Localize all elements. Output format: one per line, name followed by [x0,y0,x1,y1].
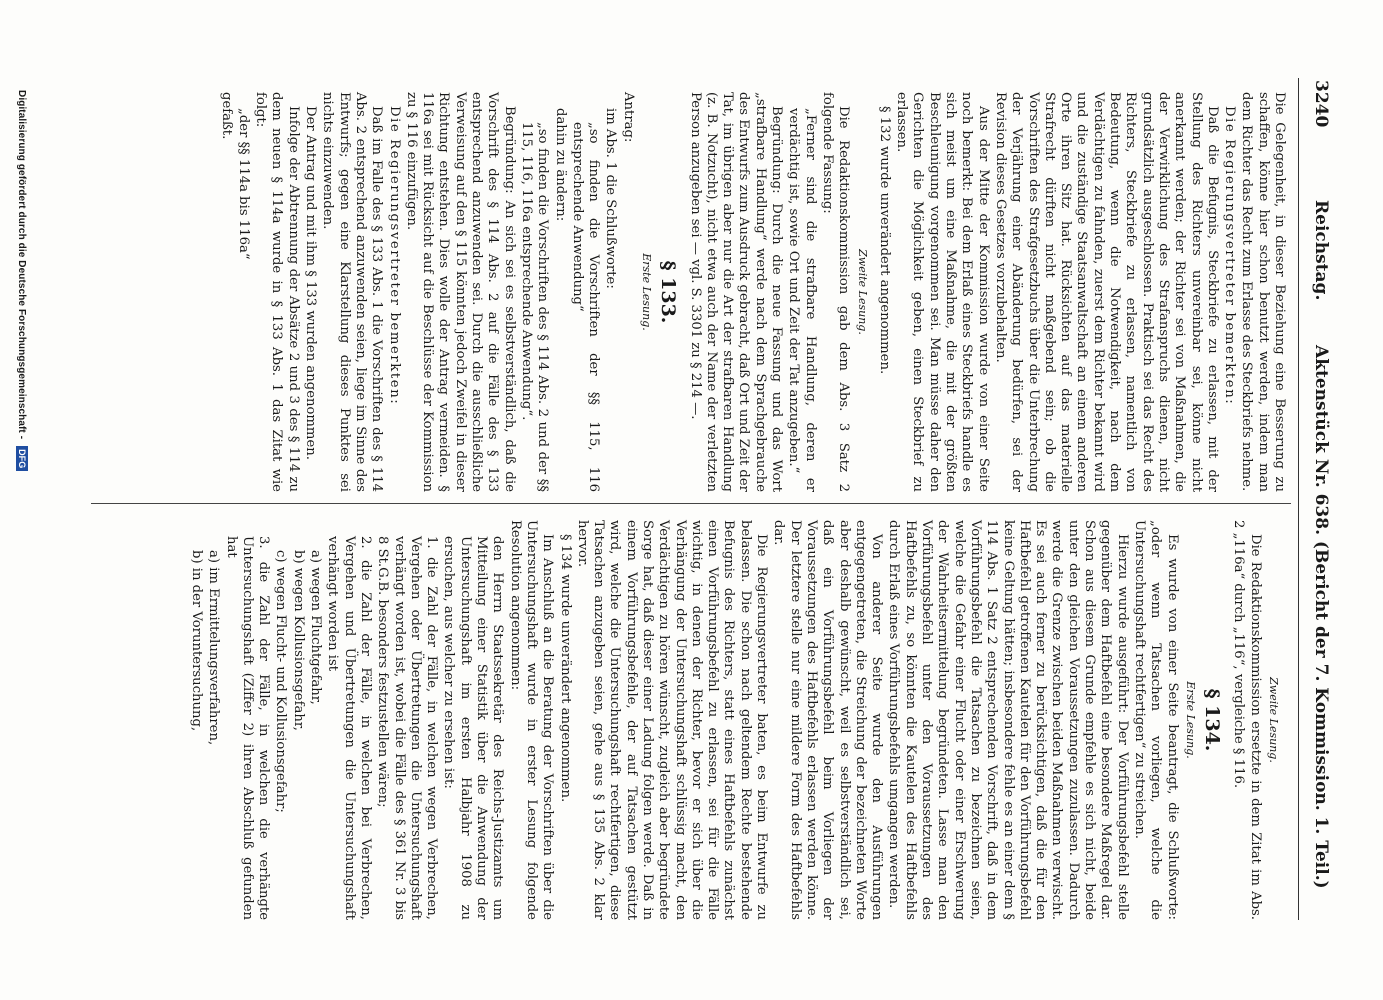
paragraph: Die Regierungsvertreter bemerkten: [386,106,402,406]
list-item: 3. die Zahl der Fälle, in welchen die verhängte Untersuchungshaft (Ziffer 2) ihren Abschluß gefunden hat [223,536,272,920]
paragraph: Die Gelegenheit, in dieser Beziehung eine Besserung zu schaffen, könne hier schon benutzt werden, indem man dem Richter das Recht zum Erlasse des Steckbriefs nehme. [1239,92,1287,492]
paragraph: Die Regierungsvertreter baten, es beim Entwurfe zu belassen. Die schon nach geltendem Rechte bestehende Befugnis des Richters, statt eines Haftbefehls zunächst einen Vorführungsbefehl zu erlassen, sei für die Fälle wichtig, in denen der Richter, bevor er sich über die Verhängung der Untersuchungshaft schlüssig macht, den Verdächtigen zu hören wünscht, zugleich aber begründete Sorge hat, daß dieser einer Ladung folgen werde. Daß in einem Vorführungsbefehle, der auf Tatsachen gestützt wird, welche die Untersuchungshaft rechtfertigen, diese Tatsachen anzugeben seien, gehe aus § 135 Abs. 2 klar hervor. [574,520,770,920]
paragraph: Begründung: Durch die neue Fassung und das Wort „strafbare Handlung“ werde nach dem Sprachgebrauche des Entwurfs zum Ausdruck gebracht, daß Ort und Zeit der Tat, im übrigen aber nur die Art der strafbaren Handlung (z. B. Notzucht), nicht etwa auch der Name der verletzten Person anzugeben sei — vgl. S. 3301 zu § 214 —. [687,92,785,492]
paragraph: Hierzu wurde ausgeführt: Der Vorführungsbefehl stelle gegenüber dem Haftbefehl eine besondere Maßregel dar. Schon aus diesem Grunde empfehle es sich nicht, beide unter den gleichen Voraussetzungen zuzulassen. Dadurch werde die Grenze zwischen beiden Maßnahmen verwischt. Es sei auch ferner zu berücksichtigen, daß die für den Haftbefehl getroffenen Kautelen für den Vorführungsbefehl keine Geltung hätten; insbesondere fehle es an einer dem § 114 Abs. 1 Satz 2 entsprechenden Vorschrift, daß in dem Vorführungsbefehl die Tatsachen zu bezeichnen seien, welche die Gefahr einer Flucht oder einer Erschwerung der Wahrheitsermittelung begründeten. Lasse man den Vorführungsbefehl unter den Voraussetzungen des Haftbefehls zu, so könnten die Kautelen des Haftbefehls durch Erlaß eines Vorführungsbefehls umgangen werden. [886,520,1130,920]
header-subtitle: Aktenstück Nr. 638. (Bericht der 7. Kommission. 1. Teil.) [1311,345,1331,889]
section-caption: Zweite Lesung. [1267,677,1280,763]
resolution-text: den Herrn Staatssekretär des Reichs-Justizamts um Mitteilung einer Statistik über die Anwendung der Untersuchungshaft im ersten Halbjahr 1908 zu ersuchen, aus welcher zu ersehen ist: [441,536,506,920]
paragraph: Der Antrag und mit ihm § 133 wurden angenommen. [303,106,319,460]
dfg-logo: DFG [16,446,28,471]
footer-text: Digitalisierung gefördert durch die Deutsche Forschungsgemeinschaft - [16,90,27,440]
paragraph: Die Regierungsvertreter bemerkten: [1222,106,1238,406]
section-caption: Erste Lesung. [1183,681,1197,759]
paragraph: Daß die Befugnis, Steckbriefe zu erlassen, mit der Stellung des Richters unvereinbar sei, könne nicht anerkannt werden; der Richter sei von Maßnahmen, die der Verwirklichung des Strafanspruchs dienen, nicht grundsätzlich ausgeschlossen. Praktisch sei das Recht des Richters, Steckbriefe zu erlassen, namentlich von Bedeutung, wenn die Notwendigkeit, nach dem Verdächtigen zu fahnden, zuerst dem Richter bekannt wird und die zuständige Staatsanwaltschaft an einem anderen Orte ihren Sitz hat. Rücksichten auf das materielle Strafrecht dürften nicht maßgebend sein; ob die Vorschriften des Strafgesetzbuchs über die Unterbrechung der Verjährung einer Abänderung bedürfen, sei der Revision dieses Gesetzes vorzubehalten. [992,92,1220,492]
page-header [1303,80,1331,940]
column-divider [91,503,1291,504]
section-heading: § 133. [657,260,680,324]
paragraph: Infolge der Abtrennung der Absätze 2 und 3 des § 114 zu dem neuen § 114a wurde in § 133 Abs. 1 das Zitat wie folgt: [253,92,301,492]
paragraph: Begründung: An sich sei es selbstverständlich, daß die Vorschrift des § 114 Abs. 2 auf die Fälle des § 133 entsprechend anzuwenden sei. Durch die ausschließliche Verweisung auf den § 115 könnten jedoch Zweifel in dieser Richtung entstehen. Dies wolle der Antrag vermeiden. § 116a sei mit Rücksicht auf die Beschlüsse der Kommission zu § 116 einzufügen. [403,92,517,492]
quoted-text: „der §§ 114a bis 116a“ [235,108,251,260]
paragraph: Es wurde von einer Seite beantragt, die Schlußworte: „oder wenn Tatsachen vorliegen, welche die Untersuchungshaft rechtfertigen“ zu streichen. [1131,520,1180,920]
section-caption: Zweite Lesung. [855,249,869,335]
paragraph: im Abs. 1 die Schlußworte: [603,108,619,289]
list-subitem: a) wegen Fluchtgefahr, [308,550,324,705]
left-column [216,92,1287,492]
paragraph: § 132 wurde unverändert angenommen. [876,106,892,375]
paragraph: Aus der Mitte der Kommission wurde von einer Seite noch bemerkt: Bei dem Erlaß eines Steckbriefs handle es sich meist um eine Maßnahme, die mit der größten Beschleunigung vorgenommen sei. Man müsse daher den Gerichten die Möglichkeit geben, einen Steckbrief zu erlassen. [894,92,991,492]
paragraph: § 134 wurde unverändert angenommen. [557,534,573,803]
quoted-text: „so finden die Vorschriften des § 114 Abs. 2 und der §§ 115, 116, 116a entsprechende Anwendung“. [518,122,551,492]
quoted-text: „so finden die Vorschriften der §§ 115, 116 entsprechende Anwendung“ [569,122,602,492]
section-caption: Erste Lesung. [640,253,654,331]
list-subitem: b) in der Voruntersuchung, [189,550,204,732]
paragraph: Daß im Falle des § 133 Abs. 1 die Vorschriften des § 114 Abs. 2 entsprechend anzuwenden seien, liege im Sinne des Entwurfs; gegen eine Klarstellung dieses Punktes sei nichts einzuwenden. [320,92,385,492]
right-column [187,520,1287,920]
page-number: 3240 [1311,80,1331,128]
list-subitem: c) wegen Flucht- und Kollusionsgefahr; [273,550,289,813]
section-heading: § 134. [1201,688,1224,752]
header-rule [1298,78,1299,920]
paragraph: dahin zu ändern: [552,108,568,222]
paragraph: Von anderer Seite wurde den Ausführungen entgegengetreten, die Streichung der bezeichneten Worte aber deshalb gewünscht, weil es selbstverständlich sei, daß ein Vorführungsbefehl beim Vorliegen der Voraussetzungen des Haftbefehls erlassen werden könne. Der letztere stelle nur eine mildere Form des Haftbefehls dar. [771,520,885,920]
list-subitem: a) im Ermittelungsverfahren, [206,550,222,746]
list-subitem: b) wegen Kollusionsgefahr, [290,550,306,731]
list-item: 1. die Zahl der Fälle, in welchen wegen Verbrechen, Vergehen oder Übertretungen die Untersuchungshaft verhängt worden ist, wobei die Fälle des § 361 Nr. 3 bis 8 St.G.B. besonders festzustellen wären; [375,536,440,920]
paragraph: Antrag: [620,92,636,143]
paragraph: Die Redaktionskommission gab dem Abs. 3 Satz 2 folgende Fassung: [819,92,852,492]
paragraph: Die Redaktionskommission ersetzte in dem Zitat im Abs. 2 „116a“ durch „116“, vergleiche § 116. [1231,520,1263,920]
digitization-footer [16,90,28,920]
list-item: 2. die Zahl der Fälle, in welchen bei Verbrechen, Vergehen und Übertretungen die Untersuchungshaft verhängt worden ist [325,536,373,920]
paragraph: gefaßt. [218,92,234,140]
header-title: Reichstag. [1311,200,1331,301]
quoted-text: „Ferner sind die strafbare Handlung, deren er verdächtig ist, sowie Ort und Zeit der Tat anzugeben.“ [786,108,818,492]
paragraph: Im Anschluß an die Beratung der Vorschriften über die Untersuchungshaft wurde in erster Lesung folgende Resolution angenommen: [507,520,556,920]
